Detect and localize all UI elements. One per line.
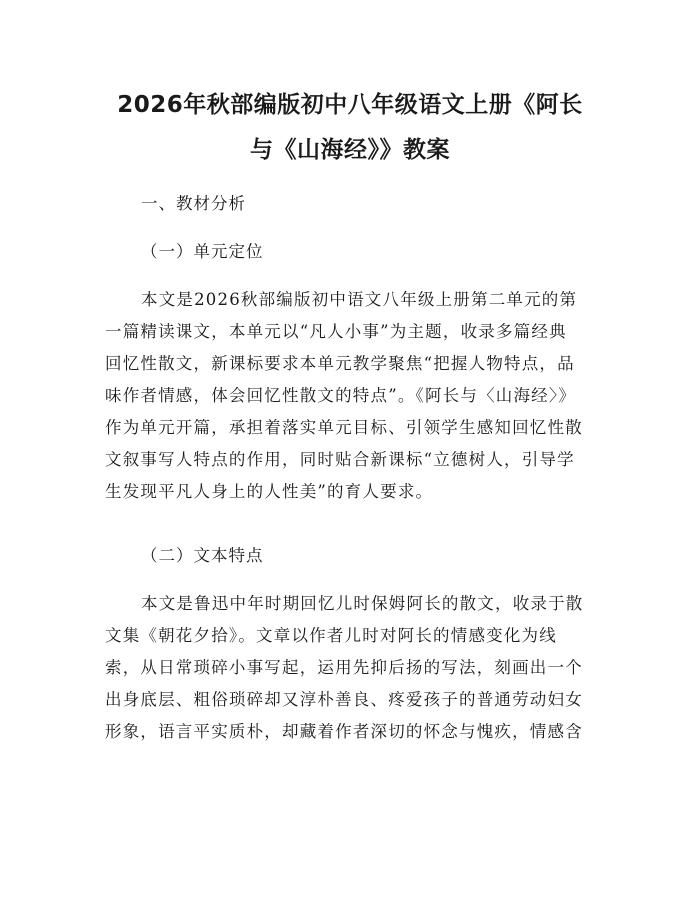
- paragraph-1-line-5: 作为单元开篇，承担着落实单元目标、引领学生感知回忆性散: [105, 418, 583, 437]
- paragraph-2-line-2: 文集《朝花夕拾》。文章以作者儿时对阿长的情感变化为线: [105, 626, 557, 645]
- paragraph-1-line-6: 文叙事写人特点的作用，同时贴合新课标“立德树人，引导学: [105, 450, 575, 469]
- paragraph-2-line-3: 索，从日常琐碎小事写起，运用先抑后扬的写法，刻画出一个: [105, 658, 583, 677]
- paragraph-1-line-3: 回忆性散文，新课标要求本单元教学聚焦“把握人物特点，品: [105, 354, 575, 373]
- section-heading-teaching-material-analysis: 一、教材分析: [141, 194, 246, 213]
- paragraph-1-line-4: 味作者情感，体会回忆性散文的特点”。《阿长与〈山海经〉》: [105, 386, 577, 405]
- paragraph-2-line-4: 出身底层、粗俗琐碎却又淳朴善良、疼爱孩子的普通劳动妇女: [105, 690, 583, 709]
- document-title-line-1: 2026年秋部编版初中八年级语文上册《阿长: [117, 92, 583, 118]
- paragraph-1-line-7: 生发现平凡人身上的人性美”的育人要求。: [105, 482, 434, 501]
- paragraph-2-line-5: 形象，语言平实质朴，却藏着作者深切的怀念与愧疚，情感含: [105, 722, 583, 741]
- document-title-line-2: 与《山海经》》教案: [250, 137, 450, 163]
- paragraph-2-line-1: 本文是鲁迅中年时期回忆儿时保姆阿长的散文，收录于散: [141, 594, 584, 613]
- paragraph-1-line-2: 一篇精读课文，本单元以“凡人小事”为主题，收录多篇经典: [105, 322, 567, 341]
- paragraph-1-line-1: 本文是2026秋部编版初中语文八年级上册第二单元的第: [141, 290, 578, 309]
- subsection-heading-unit-positioning: （一）单元定位: [141, 242, 264, 261]
- subsection-heading-text-features: （二）文本特点: [141, 546, 264, 565]
